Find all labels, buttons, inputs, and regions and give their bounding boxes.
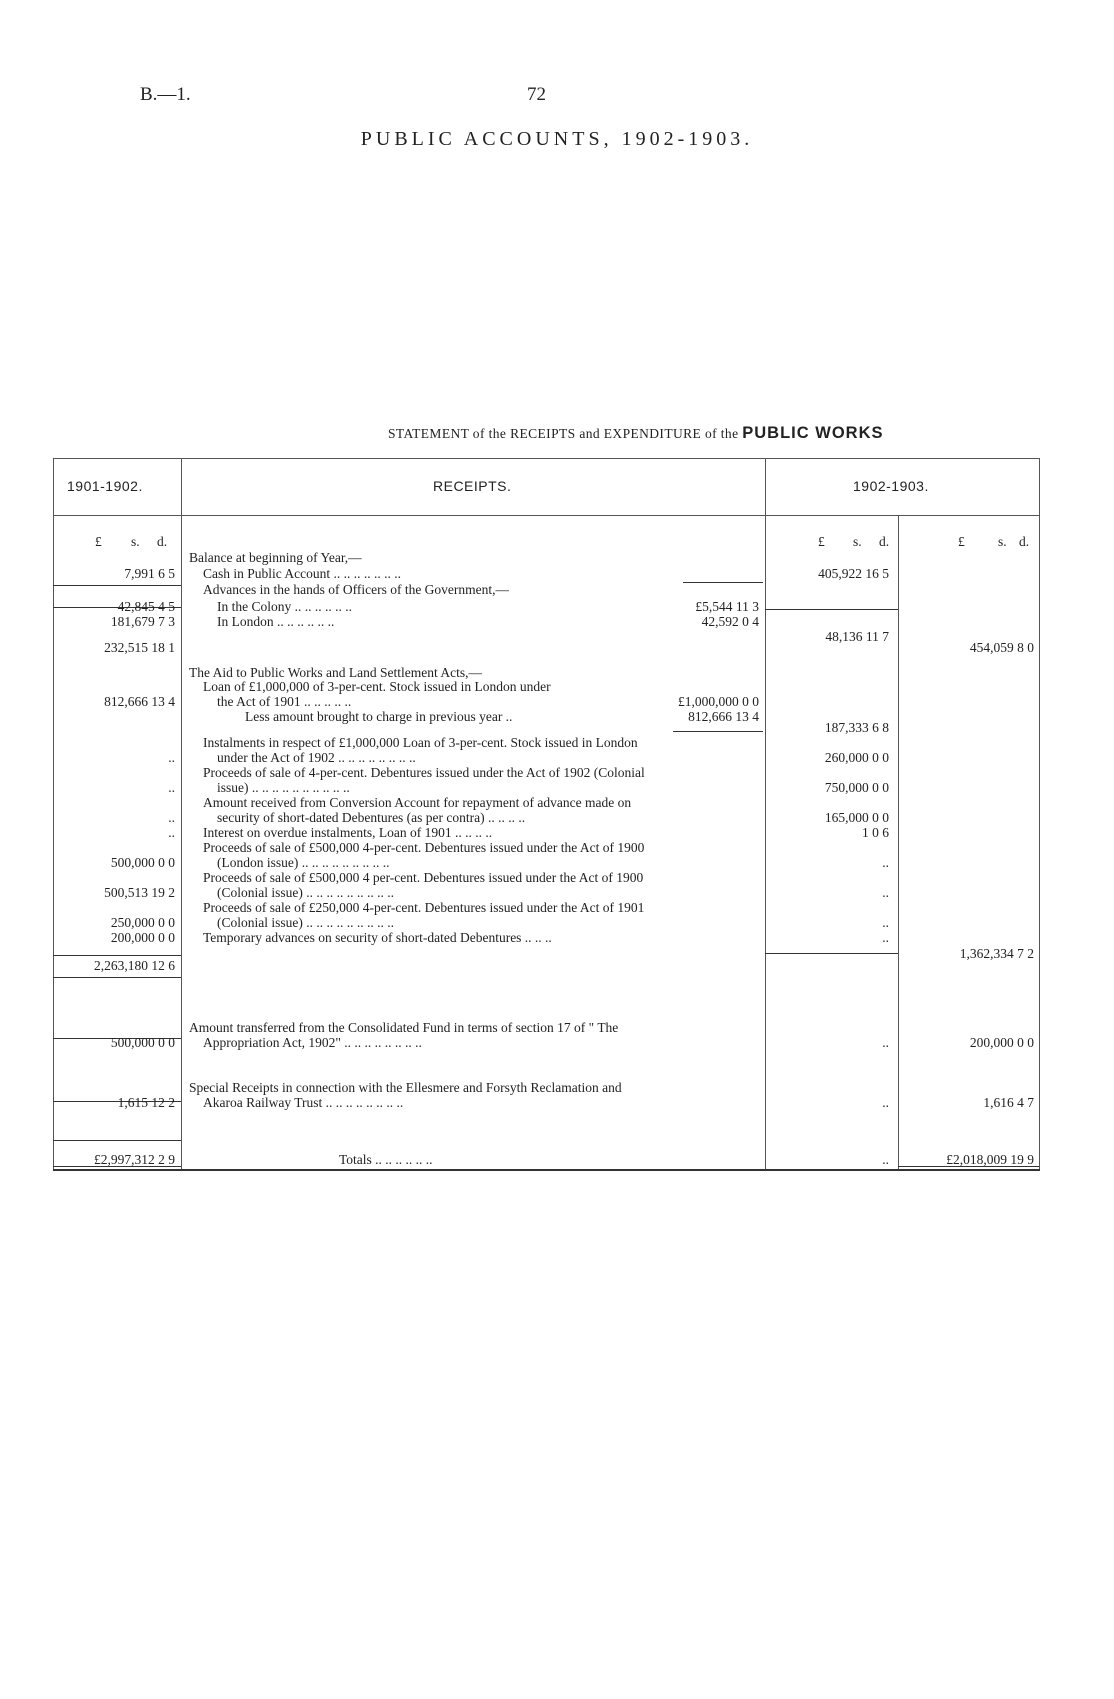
table-top-rule <box>53 458 1040 459</box>
col-rule-2 <box>765 458 766 1171</box>
current-year-amount: 165,000 0 0 <box>824 810 889 825</box>
prior-year-amount: .. <box>168 810 175 825</box>
receipt-description: Amount received from Conversion Account for repayment of advance made on <box>203 795 632 810</box>
column-header-prior-year: 1901-1902. <box>67 478 143 494</box>
page-title: PUBLIC ACCOUNTS, 1902-1903. <box>360 128 754 150</box>
table-bottom-rule <box>53 1169 1040 1171</box>
prior-year-amount: .. <box>168 750 175 765</box>
current-year-amount: .. <box>882 1152 889 1167</box>
prior-year-amount: 2,263,180 12 6 <box>94 958 175 973</box>
unit-shilling: s. <box>998 534 1007 549</box>
current-year-amount: 1 0 6 <box>862 825 889 840</box>
prior-year-amount: 500,000 0 0 <box>110 855 175 870</box>
prior-year-amount: .. <box>168 825 175 840</box>
totals-rule <box>53 1140 181 1141</box>
statement-caption <box>388 424 884 443</box>
subtotal-rule <box>53 585 181 586</box>
inner-amount: 42,592 0 4 <box>696 614 759 630</box>
prior-year-amount: 500,000 0 0 <box>110 1035 175 1050</box>
caption-emphasis: PUBLIC WORKS <box>742 424 884 442</box>
prior-year-amount: 7,991 6 5 <box>124 566 175 581</box>
current-year-amount: 260,000 0 0 <box>824 750 889 765</box>
unit-pound: £ <box>818 534 825 549</box>
unit-shilling: s. <box>853 534 862 549</box>
receipts-table <box>53 458 1040 1171</box>
receipt-description: (Colonial issue) .. .. .. .. .. .. .. .. .. <box>217 915 394 930</box>
receipt-description: Advances in the hands of Officers of the Government,— <box>203 582 510 597</box>
subtotal-rule <box>683 582 763 583</box>
prior-year-amount: 181,679 7 3 <box>110 614 175 629</box>
prior-year-amount: 200,000 0 0 <box>110 930 175 945</box>
column-header-receipts: RECEIPTS. <box>433 478 512 494</box>
column-header-current-year: 1902-1903. <box>853 478 929 494</box>
subtotal-rule <box>673 731 763 732</box>
prior-year-amount: 500,513 19 2 <box>104 885 175 900</box>
receipt-description: The Aid to Public Works and Land Settlement Acts,— <box>189 665 483 680</box>
subtotal-rule <box>765 953 898 954</box>
header-rule <box>53 515 1040 516</box>
prior-year-amount: 812,666 13 4 <box>104 694 175 709</box>
unit-pound: £ <box>958 534 965 549</box>
receipt-description: Amount transferred from the Consolidated Fund in terms of section 17 of " The <box>189 1020 619 1035</box>
current-year-amount: 405,922 16 5 <box>818 566 889 581</box>
current-year-amount: .. <box>882 930 889 945</box>
subtotal-rule <box>53 977 181 978</box>
receipt-description: (London issue) .. .. .. .. .. .. .. .. .. <box>217 855 390 870</box>
unit-pence: d. <box>879 534 890 549</box>
receipt-description: Instalments in respect of £1,000,000 Loan of 3-per-cent. Stock issued in London <box>203 735 638 750</box>
current-year-amount: .. <box>882 885 889 900</box>
prior-year-amount: 250,000 0 0 <box>110 915 175 930</box>
prior-year-amount: £2,997,312 2 9 <box>94 1152 175 1167</box>
receipt-description: Proceeds of sale of £250,000 4-per-cent. Debentures issued under the Act of 1901 <box>203 900 645 915</box>
receipt-description: Appropriation Act, 1902" .. .. .. .. .. .. .. .. <box>203 1035 422 1050</box>
receipt-description: Cash in Public Account .. .. .. .. .. .. .. <box>203 566 401 581</box>
current-year-total: 1,616 4 7 <box>983 1095 1034 1110</box>
table-right-rule <box>1039 458 1040 1171</box>
unit-pence: d. <box>1019 534 1030 549</box>
page-number: 72 <box>527 84 546 105</box>
caption-prefix: STATEMENT of the RECEIPTS and EXPENDITURE of the <box>388 426 739 441</box>
receipt-description: the Act of 1901 .. .. .. .. .. <box>217 694 352 709</box>
receipt-description: Proceeds of sale of 4-per-cent. Debentures issued under the Act of 1902 (Colonial <box>203 765 645 780</box>
current-year-total: 1,362,334 7 2 <box>959 946 1034 961</box>
receipt-description: Special Receipts in connection with the Ellesmere and Forsyth Reclamation and <box>189 1080 622 1095</box>
inner-amount: £5,544 11 3 <box>689 599 759 615</box>
receipt-description: In the Colony .. .. .. .. .. .. <box>217 599 352 614</box>
receipt-description: Interest on overdue instalments, Loan of 1901 .. .. .. .. <box>203 825 493 840</box>
current-year-amount: .. <box>882 855 889 870</box>
receipt-description: Proceeds of sale of £500,000 4 per-cent. Debentures issued under the Act of 1900 <box>203 870 644 885</box>
prior-year-amount: .. <box>168 780 175 795</box>
unit-shilling: s. <box>131 534 140 549</box>
subtotal-rule <box>53 955 181 956</box>
receipt-description: Balance at beginning of Year,— <box>189 550 362 565</box>
document-reference: B.—1. <box>140 84 191 105</box>
receipt-description: security of short-dated Debentures (as per contra) .. .. .. .. <box>217 810 526 825</box>
current-year-amount: 48,136 11 7 <box>825 629 889 644</box>
current-year-amount: .. <box>882 915 889 930</box>
prior-year-amount: 42,845 4 5 <box>117 599 175 614</box>
inner-amount: 812,666 13 4 <box>682 709 759 725</box>
current-year-total: £2,018,009 19 9 <box>946 1152 1034 1167</box>
receipt-description: In London .. .. .. .. .. .. <box>217 614 335 629</box>
current-year-total: 200,000 0 0 <box>969 1035 1034 1050</box>
receipt-description: (Colonial issue) .. .. .. .. .. .. .. .. .. <box>217 885 394 900</box>
receipt-description: Less amount brought to charge in previous year .. <box>245 709 513 724</box>
current-year-total: 454,059 8 0 <box>969 640 1034 655</box>
unit-pound: £ <box>95 534 102 549</box>
current-year-amount: 750,000 0 0 <box>824 780 889 795</box>
receipt-description: under the Act of 1902 .. .. .. .. .. .. .. .. <box>217 750 416 765</box>
prior-year-amount: 1,615 12 2 <box>117 1095 175 1110</box>
receipt-description: Proceeds of sale of £500,000 4-per-cent. Debentures issued under the Act of 1900 <box>203 840 645 855</box>
current-year-amount: .. <box>882 1035 889 1050</box>
inner-amount: £1,000,000 0 0 <box>672 694 759 710</box>
subtotal-rule <box>765 609 898 610</box>
unit-pence: d. <box>157 534 168 549</box>
current-year-amount: 187,333 6 8 <box>824 720 889 735</box>
receipt-description: Akaroa Railway Trust .. .. .. .. .. .. .. .. <box>203 1095 404 1110</box>
receipt-description: Loan of £1,000,000 of 3-per-cent. Stock issued in London under <box>203 679 551 694</box>
col-rule-3 <box>898 516 899 1171</box>
col-rule-1 <box>181 458 182 1171</box>
receipt-description: issue) .. .. .. .. .. .. .. .. .. .. <box>217 780 350 795</box>
prior-year-amount: 232,515 18 1 <box>104 640 175 655</box>
receipt-description: Totals .. .. .. .. .. .. <box>339 1152 433 1167</box>
current-year-amount: .. <box>882 1095 889 1110</box>
table-left-rule <box>53 458 54 1171</box>
receipt-description: Temporary advances on security of short-dated Debentures .. .. .. <box>203 930 552 945</box>
